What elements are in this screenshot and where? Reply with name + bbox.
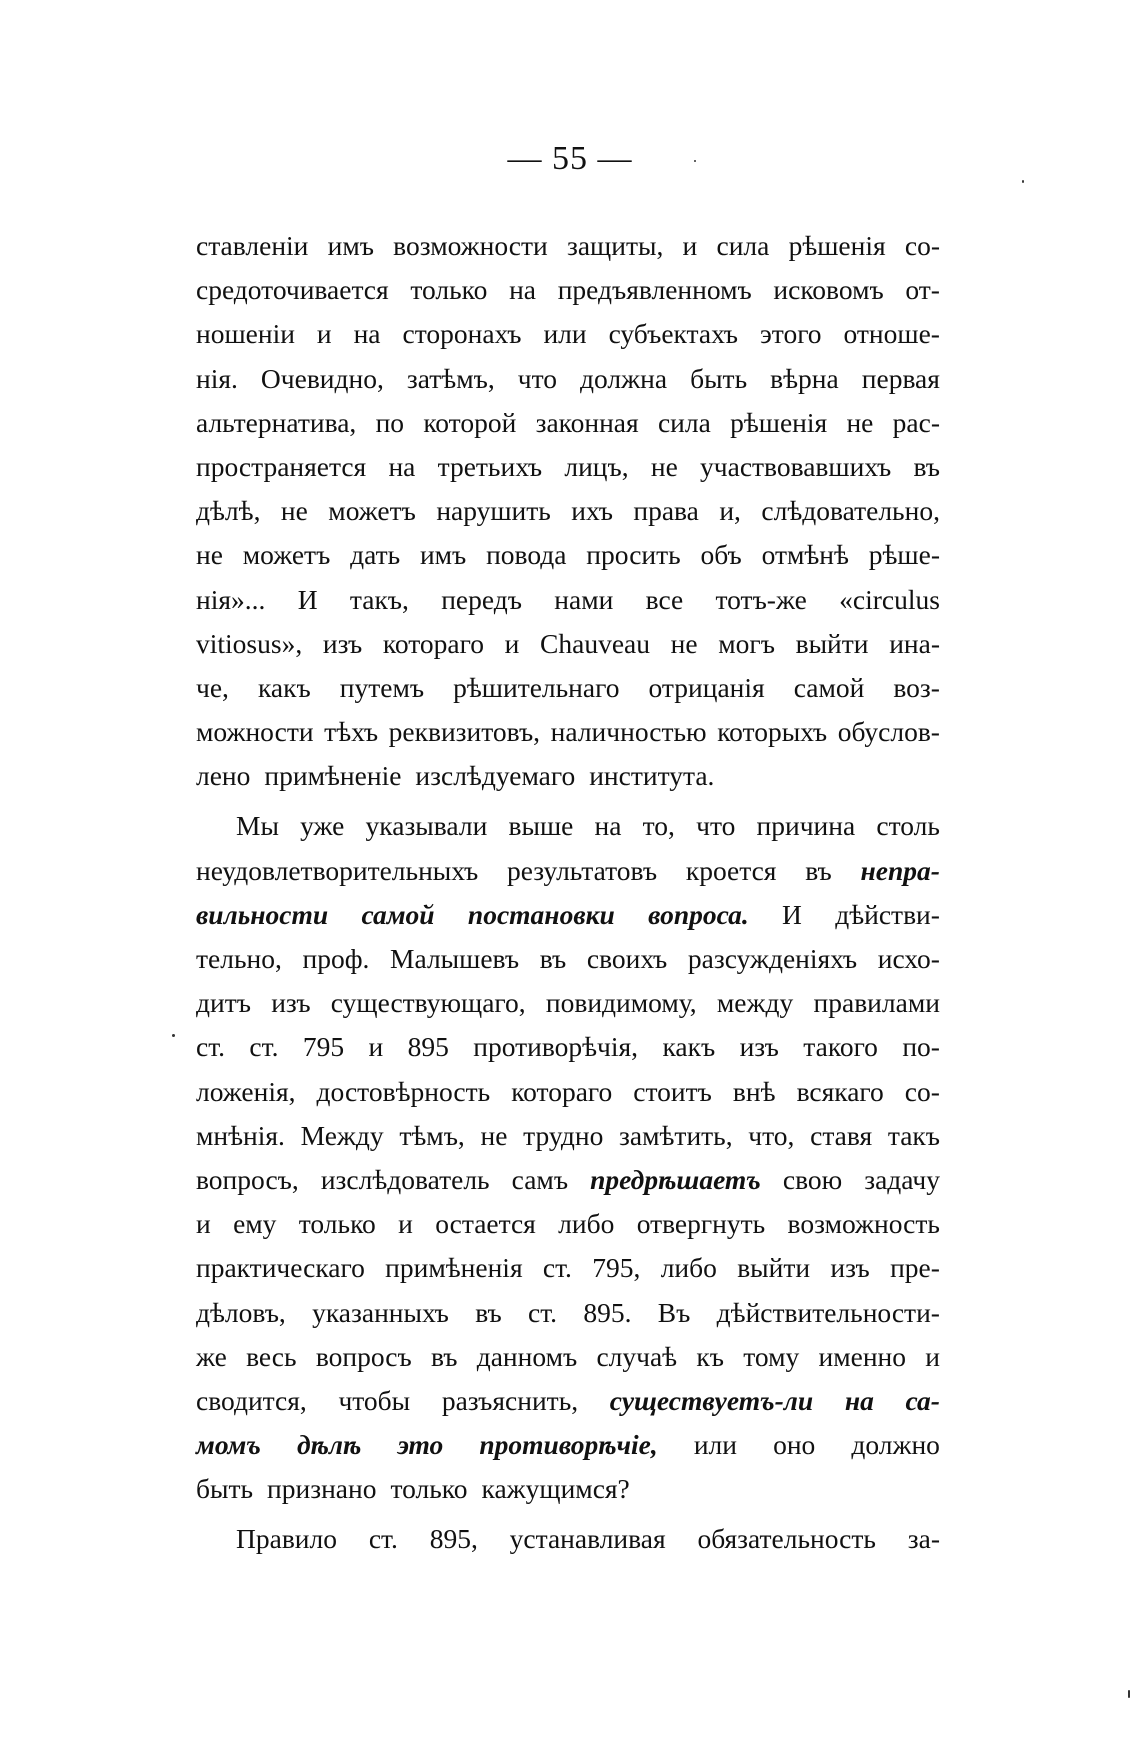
word: кроется xyxy=(685,854,777,886)
word: не xyxy=(670,627,698,659)
word: или xyxy=(543,318,587,350)
word: то, xyxy=(642,810,675,842)
word: изъ xyxy=(830,1252,870,1284)
text-line xyxy=(196,804,940,848)
word: тѣхъ xyxy=(324,716,379,748)
text-line xyxy=(196,1423,940,1467)
word: объ xyxy=(700,539,742,571)
word: все xyxy=(645,583,684,615)
word: 895, xyxy=(429,1523,478,1555)
word: 795, xyxy=(592,1252,641,1284)
word: на xyxy=(353,318,381,350)
word: Въ xyxy=(657,1296,691,1328)
word: отноше- xyxy=(843,318,940,350)
word: разъяснить, xyxy=(441,1384,579,1416)
emphasized-word: момъ xyxy=(196,1429,261,1461)
word: нія. xyxy=(196,362,238,394)
emphasized-word: дѣлѣ xyxy=(296,1429,362,1461)
text-line xyxy=(196,533,940,577)
word: выше xyxy=(508,810,574,842)
text-line xyxy=(196,1467,940,1511)
text-line xyxy=(196,893,940,937)
emphasized-word: вильности xyxy=(196,898,329,930)
word: мнѣнія. xyxy=(196,1119,285,1151)
word: рѣшенія xyxy=(788,230,886,261)
word: самой xyxy=(793,671,865,703)
text-line xyxy=(196,1379,940,1423)
word: средоточивается xyxy=(196,274,389,306)
text-line xyxy=(196,1114,940,1158)
word: замѣтить, xyxy=(619,1119,733,1151)
word: законная xyxy=(535,406,639,438)
word: дѣйстви- xyxy=(835,898,940,930)
word: обуслов- xyxy=(837,716,940,748)
word: дать xyxy=(350,539,401,571)
print-speck xyxy=(1022,180,1024,183)
word: первая xyxy=(861,362,940,394)
word: дѣловъ, xyxy=(196,1296,286,1328)
word: не xyxy=(280,495,308,527)
word: сила xyxy=(657,406,711,438)
word: обязательность xyxy=(697,1523,876,1555)
word: и xyxy=(398,1208,413,1240)
body-text xyxy=(196,224,940,1562)
emphasized-word: самой xyxy=(361,898,435,930)
word: задачу xyxy=(864,1163,940,1195)
word: изслѣдуемаго xyxy=(415,760,576,792)
word: и xyxy=(504,627,520,659)
page-number: — 55 — xyxy=(507,140,633,177)
word: передъ xyxy=(441,583,522,615)
word: права xyxy=(633,495,699,527)
print-speck xyxy=(694,160,696,162)
word: ст. xyxy=(249,1031,279,1063)
word: свою xyxy=(782,1163,843,1195)
word: вѣрна xyxy=(770,362,839,394)
text-line xyxy=(196,937,940,981)
text-line xyxy=(196,445,940,489)
emphasized-word: вопроса. xyxy=(648,898,749,930)
word: не xyxy=(196,539,223,571)
word: субъектахъ xyxy=(608,318,739,350)
word: причина xyxy=(756,810,856,842)
word: изслѣдователь xyxy=(320,1163,490,1195)
word: Мы xyxy=(236,810,279,842)
word: которой xyxy=(423,406,517,438)
word: Очевидно, xyxy=(260,362,384,394)
word: рѣшенія xyxy=(730,406,828,438)
word: ст. xyxy=(196,1031,226,1063)
emphasized-word: непра- xyxy=(860,854,940,886)
word: остается xyxy=(435,1208,536,1240)
word: между xyxy=(716,987,794,1019)
word: ст. xyxy=(528,1296,558,1328)
print-speck xyxy=(172,1034,175,1037)
word: тѣмъ, xyxy=(399,1119,465,1151)
text-line xyxy=(196,1291,940,1335)
word: такъ, xyxy=(349,583,409,615)
word: или xyxy=(693,1429,737,1461)
word: результатовъ xyxy=(506,854,658,886)
word: че, xyxy=(196,671,229,703)
word: со- xyxy=(904,230,940,261)
word: дитъ xyxy=(196,987,251,1019)
word: просить xyxy=(586,539,681,571)
word: дѣлѣ, xyxy=(196,495,261,527)
text-line xyxy=(196,489,940,533)
word: повода xyxy=(486,539,567,571)
text-line xyxy=(196,1517,940,1561)
word: изъ xyxy=(322,627,363,659)
word: трудно xyxy=(523,1119,604,1151)
word: ношеніи xyxy=(196,318,295,350)
text-line xyxy=(196,357,940,401)
word: достовѣрность xyxy=(316,1075,491,1107)
word: дѣйствительности- xyxy=(716,1296,940,1328)
word: своихъ xyxy=(586,943,668,974)
word: указывали xyxy=(365,810,488,842)
word: И xyxy=(782,898,802,930)
word: сводится, xyxy=(196,1384,307,1416)
emphasized-word: предрѣшаетъ xyxy=(590,1163,761,1195)
word: должна xyxy=(580,362,668,394)
word: которыхъ xyxy=(717,716,828,748)
word: исковомъ xyxy=(773,274,884,306)
word: ложенія, xyxy=(196,1075,296,1107)
word: сила xyxy=(716,230,770,261)
word: нія»... xyxy=(196,583,266,615)
word: только xyxy=(410,274,488,306)
word: указанныхъ xyxy=(312,1296,449,1328)
word: реквизитовъ, xyxy=(388,716,541,748)
word: можетъ xyxy=(328,495,416,527)
word: тому xyxy=(743,1340,800,1372)
word: возможность xyxy=(787,1208,940,1240)
text-line xyxy=(196,981,940,1025)
text-line xyxy=(196,666,940,710)
word: же xyxy=(196,1340,227,1372)
word: отвергнуть xyxy=(636,1208,766,1240)
word: от- xyxy=(905,274,940,306)
word: 895. xyxy=(583,1296,632,1328)
word: тельно, xyxy=(196,943,282,974)
word: признано xyxy=(267,1473,377,1505)
word: наличностью xyxy=(550,716,707,748)
word: именно xyxy=(818,1340,907,1372)
word: должно xyxy=(851,1429,940,1461)
emphasized-word: са- xyxy=(905,1384,940,1416)
word: имъ xyxy=(327,230,374,261)
word: затѣмъ, xyxy=(406,362,495,394)
word: защиты, xyxy=(566,230,664,261)
word: внѣ xyxy=(732,1075,776,1107)
emphasized-word: противорѣчіе, xyxy=(479,1429,658,1461)
word: рѣше- xyxy=(868,539,940,571)
word: чтобы xyxy=(338,1384,411,1416)
word: за- xyxy=(907,1523,940,1555)
word: не xyxy=(480,1119,508,1151)
word: существующаго, xyxy=(330,987,526,1019)
emphasized-word: существуетъ-ли xyxy=(609,1384,814,1416)
word: третьихъ xyxy=(437,450,543,482)
word: сторонахъ xyxy=(402,318,522,350)
word: можности xyxy=(196,716,314,748)
word: И xyxy=(297,583,318,615)
word: Chauveau xyxy=(540,627,650,659)
word: на xyxy=(388,450,416,482)
word: практическаго xyxy=(196,1252,365,1284)
text-line xyxy=(196,312,940,356)
word: быть xyxy=(690,362,748,394)
word: либо xyxy=(660,1252,717,1284)
word: по- xyxy=(902,1031,940,1063)
word: изъ xyxy=(271,987,311,1019)
word: отмѣнѣ xyxy=(761,539,849,571)
word: выйти xyxy=(795,627,869,659)
word: могъ xyxy=(718,627,775,659)
word: не xyxy=(650,450,678,482)
word: самъ xyxy=(511,1163,569,1195)
word: разсужденіяхъ xyxy=(687,943,858,974)
text-line xyxy=(196,710,940,754)
word: и xyxy=(196,1208,211,1240)
word: неудовлетворительныхъ xyxy=(196,854,479,886)
word: рѣшительнаго xyxy=(453,671,620,703)
word: и xyxy=(316,318,332,350)
text-line xyxy=(196,622,940,666)
word: нарушить xyxy=(436,495,551,527)
word: ему xyxy=(233,1208,277,1240)
word: изъ xyxy=(739,1031,779,1063)
text-line xyxy=(196,578,940,622)
word: лено xyxy=(196,760,251,792)
word: 895 xyxy=(407,1031,449,1063)
word: ставя xyxy=(810,1119,873,1151)
word: и xyxy=(368,1031,384,1063)
text-line xyxy=(196,849,940,893)
text-line xyxy=(196,754,940,798)
text-line xyxy=(196,401,940,445)
emphasized-word: постановки xyxy=(467,898,615,930)
word: вопросъ xyxy=(315,1340,412,1372)
word: къ xyxy=(696,1340,724,1372)
word: возможности xyxy=(393,230,548,261)
word: только xyxy=(390,1473,468,1505)
word: можетъ xyxy=(242,539,331,571)
text-line xyxy=(196,1025,940,1069)
word: по xyxy=(375,406,405,438)
emphasized-word: на xyxy=(844,1384,874,1416)
word: повидимому, xyxy=(545,987,697,1019)
word: такъ xyxy=(887,1119,940,1151)
word: стоитъ xyxy=(633,1075,712,1107)
text-line xyxy=(196,224,940,268)
word: на xyxy=(509,274,537,306)
word: Правило xyxy=(236,1523,337,1555)
word: на xyxy=(594,810,622,842)
word: примѣненія xyxy=(385,1252,523,1284)
word: слѣдовательно, xyxy=(761,495,940,527)
word: со- xyxy=(904,1075,940,1107)
word: пространяется xyxy=(196,450,367,482)
text-line xyxy=(196,1202,940,1246)
word: ст. xyxy=(368,1523,398,1555)
word: тотъ-же xyxy=(715,583,807,615)
word: участвовавшихъ xyxy=(700,450,892,482)
word: всякаго xyxy=(796,1075,884,1107)
word: столь xyxy=(876,810,940,842)
word: какъ xyxy=(257,671,311,703)
word: этого xyxy=(760,318,822,350)
word: въ xyxy=(475,1296,502,1328)
text-line xyxy=(196,1158,940,1202)
text-line xyxy=(196,268,940,312)
word: пре- xyxy=(890,1252,940,1284)
word: не xyxy=(846,406,874,438)
word: устанавливая xyxy=(509,1523,666,1555)
word: «circulus xyxy=(839,583,940,615)
text-line xyxy=(196,1335,940,1379)
text-line xyxy=(196,1246,940,1290)
text-line xyxy=(196,1070,940,1114)
word: путемъ xyxy=(339,671,425,703)
word: Малышевъ xyxy=(390,943,520,974)
word: проф. xyxy=(302,943,370,974)
word: котораго xyxy=(511,1075,613,1107)
word: въ xyxy=(539,943,567,974)
word: уже xyxy=(300,810,345,842)
word: лицъ, xyxy=(564,450,629,482)
word: ст. xyxy=(542,1252,572,1284)
word: быть xyxy=(196,1473,254,1505)
word: воз- xyxy=(893,671,940,703)
word: ихъ xyxy=(571,495,613,527)
word: ставленіи xyxy=(196,230,309,261)
word: въ xyxy=(430,1340,458,1372)
word: имъ xyxy=(419,539,467,571)
emphasized-word: это xyxy=(397,1429,444,1461)
word: и xyxy=(682,230,698,261)
word: въ xyxy=(805,854,832,886)
word: Между xyxy=(300,1119,384,1151)
word: весь xyxy=(246,1340,297,1372)
word: данномъ xyxy=(476,1340,578,1372)
word: отрицанія xyxy=(648,671,765,703)
word: либо xyxy=(558,1208,615,1240)
word: что xyxy=(696,810,736,842)
word: правилами xyxy=(813,987,940,1019)
word: въ xyxy=(913,450,940,482)
word: исхо- xyxy=(877,943,940,974)
word: что, xyxy=(748,1119,795,1151)
word: вопросъ, xyxy=(196,1163,299,1195)
word: что xyxy=(517,362,557,394)
word: оно xyxy=(773,1429,816,1461)
word: такого xyxy=(803,1031,878,1063)
word: и xyxy=(925,1340,940,1372)
word: нами xyxy=(554,583,614,615)
word: котораго xyxy=(382,627,484,659)
word: vitiosus», xyxy=(196,627,303,659)
word: ина- xyxy=(889,627,940,659)
word: института. xyxy=(589,760,715,792)
word: предъявленномъ xyxy=(557,274,752,306)
word: только xyxy=(298,1208,376,1240)
print-speck xyxy=(1128,1690,1130,1698)
word: выйти xyxy=(737,1252,811,1284)
word: какъ xyxy=(662,1031,716,1063)
word: 795 xyxy=(302,1031,345,1063)
word: и, xyxy=(719,495,741,527)
word: кажущимся? xyxy=(481,1473,630,1505)
word: примѣненіе xyxy=(264,760,402,792)
word: противорѣчія, xyxy=(473,1031,639,1063)
word: случаѣ xyxy=(596,1340,678,1372)
word: рас- xyxy=(892,406,940,438)
word: альтернатива, xyxy=(196,406,357,438)
